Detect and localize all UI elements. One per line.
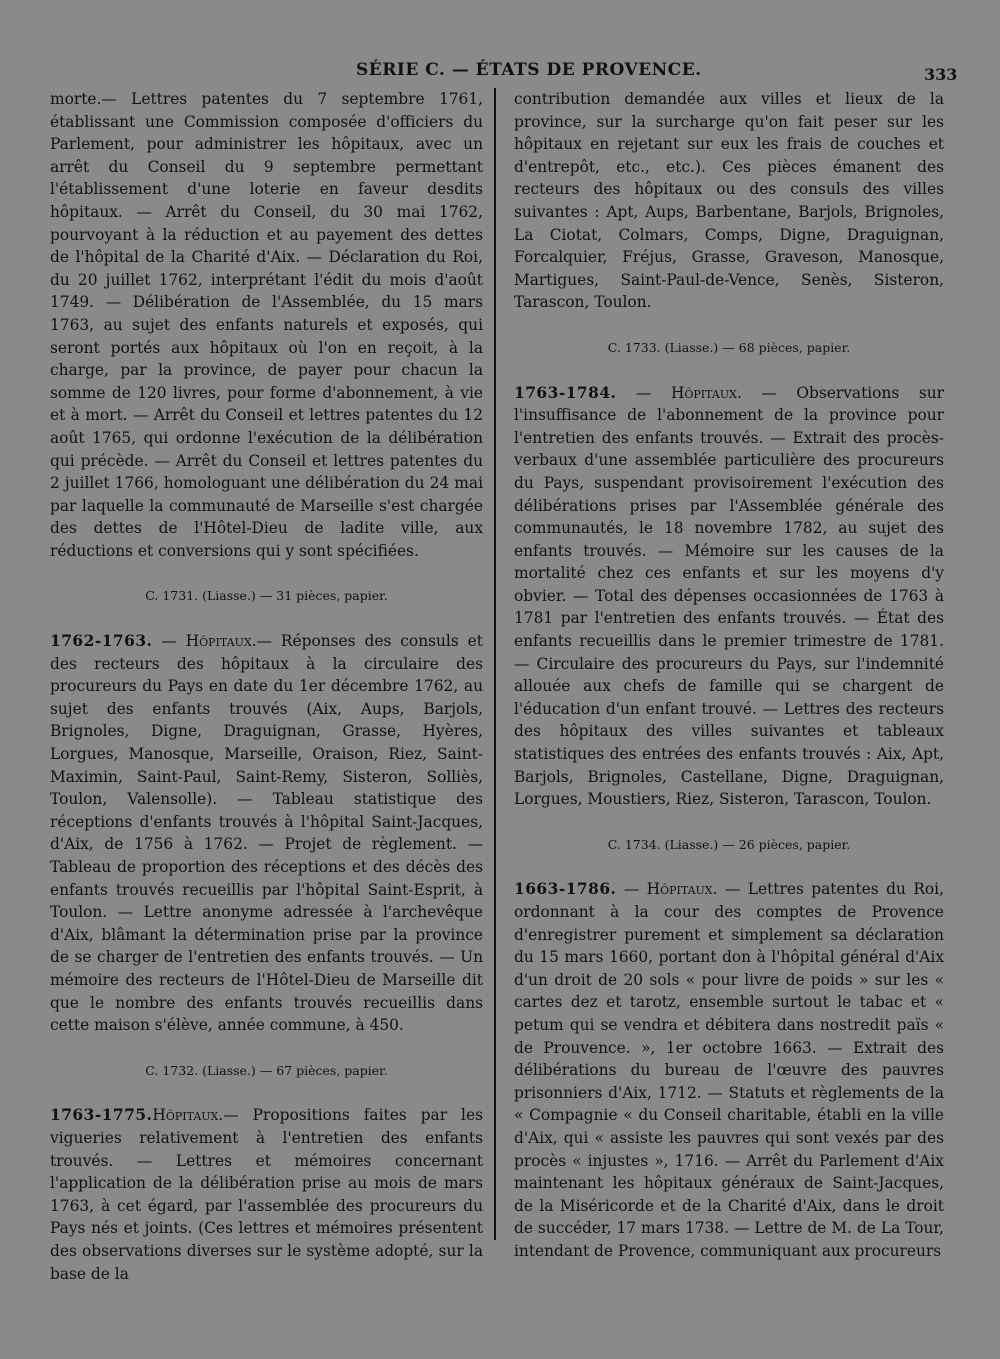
entry: 1762-1763. — Hôpitaux.— Réponses des consuls et des recteurs des hôpitaux à la circulaire des procureurs du Pays en date du 1er décembre 1762, au sujet des enfants trouvés (Aix, Aups, Barjols, Brignoles, Digne, Draguignan, Grasse, Hyères, Lorgues, Manosque, Marseille, Oraison, Riez, Saint-Maximin, Saint-Paul, Saint-Remy, Sisteron, Solliès, Toulon, Valensolle). — Tableau statistique des réceptions d'enfants trouvés à l'hôpital Saint-Jacques, d'Aix, de 1756 à 1762. — Projet de règlement. — Tableau de proportion des réceptions et des décès des enfants trouvés recueillis par l'hôpital Saint-Esprit, à Toulon. — Lettre anonyme adressée à l'archevêque d'Aix, blâmant la détermination prise par la province de se charger de l'entretien des enfants trouvés. — Un mémoire des recteurs de l'Hôtel-Dieu de Marseille dit que le nombre des enfants trouvés recueillis dans cette maison s'élève, année commune, à 450. bbox=[50, 632, 483, 1035]
archive-reference: C. 1731. (Liasse.) — 31 pièces, papier. bbox=[145, 588, 388, 604]
left-column bbox=[50, 88, 483, 1285]
column-divider bbox=[494, 88, 496, 1240]
entry bbox=[50, 1104, 483, 1285]
entry: 1763-1784. — Hôpitaux. — Observations sur l'insuffisance de l'abonnement de la province pour l'entretien des enfants trouvés. — Extrait des procès-verbaux d'une assemblée particulière des procureurs du Pays, suspendant provisoirement l'exécution des délibérations prises par l'Assemblée générale des communautés, le 18 novembre 1782, au sujet des enfants trouvés. — Mémoire sur les causes de la mortalité chez ces enfants et sur les moyens d'y obvier. — Total des dépenses occasionnées de 1763 à 1781 par l'entretien des enfants trouvés. — État des enfants recueillis dans le premier trimestre de 1781. — Circulaire des procureurs du Pays, sur l'indemnité allouée aux chefs de famille qui se chargent de l'éducation d'un enfant trouvé. — Lettres des recteurs des hôpitaux des villes suivantes et tableaux statistiques des entrées des enfants trouvés : Aix, Apt, Barjols, Brignoles, Castellane, Digne, Draguignan, Lorgues, Moustiers, Riez, Sisteron, Tarascon, Toulon. bbox=[514, 383, 944, 809]
entry: 1663-1786. — Hôpitaux. — Lettres patentes du Roi, ordonnant à la cour des comptes de Provence d'enregistrer purement et simplement sa déclaration du 15 mars 1660, portant don à l'hôpital général d'Aix d'un droit de 20 sols « pour livre de poids » sur les « cartes dez et tarotz, ensemble surtout le tabac et « petum qui se vendra et débitera dans nostredit païs « de Prouvence. », 1er octobre 1663. — Extrait des délibérations du bureau de l'œuvre des pauvres prisonniers d'Aix, 1712. — Statuts et règlements de la « Compagnie « du Conseil charitable, établi en la ville d'Aix, qui « assiste les pauvres qui sont vexés par des procès « injustes », 1716. — Arrêt du Parlement d'Aix maintenant les hôpitaux généraux de Saint-Jacques, de la Miséricorde et de la Charité d'Aix, dans le droit de succéder, 17 mars 1738. — Lettre de M. de La Tour, intendant de Provence, communiquant aux procureurs bbox=[514, 880, 944, 1260]
entry-heading: Hôpitaux bbox=[646, 880, 713, 899]
page-number: 333 bbox=[924, 65, 958, 84]
entry-heading: Hôpitaux bbox=[670, 383, 737, 402]
archive-reference: C. 1734. (Liasse.) — 26 pièces, papier. bbox=[607, 836, 851, 852]
running-title: SÉRIE C. — ÉTATS DE PROVENCE. bbox=[356, 60, 702, 80]
right-column bbox=[514, 88, 944, 1263]
entry-date: 1763-1784. bbox=[514, 383, 617, 402]
entry-date: 1763-1775. bbox=[50, 1106, 153, 1125]
entry-text: . — Observations sur l'insuffisance de l'abonnement de la province pour l'entretien des enfants trouvés. — Extrait des procès-verbaux d'une assemblée particulière des procureurs du Pays, suspendant provisoirement l'exécution des délibérations prises par l'Assemblée générale des communautés, le 18 novembre 1782, au sujet des enfants trouvés. — Mémoire sur les causes de la mortalité chez ces enfants et sur les moyens d'y obvier. — Total des dépenses occasionnées de 1763 à 1781 par l'entretien des enfants trouvés. — État des enfants recueillis dans le premier trimestre de 1781. — Circulaire des procureurs du Pays, sur l'indemnité allouée aux chefs de famille qui se chargent de l'éducation d'un enfant trouvé. — Lettres des recteurs des hôpitaux des villes suivantes et tableaux statistiques des entrées des enfants trouvés : Aix, Apt, Barjols, Brignoles, Castellane, Digne, Draguignan, Lorgues, Moustiers, Riez, Sisteron, Tarascon, Toulon. bbox=[514, 383, 944, 809]
page-header bbox=[0, 58, 1000, 84]
entry-text: .— Réponses des consuls et des recteurs des hôpitaux à la circulaire des procureurs du Pays en date du 1er décembre 1762, au sujet des enfants trouvés (Aix, Aups, Barjols, Brignoles, Digne, Draguignan, Grasse, Hyères, Lorgues, Manosque, Marseille, Oraison, Riez, Saint-Maximin, Saint-Paul, Saint-Remy, Sisteron, Solliès, Toulon, Valensolle). — Tableau statistique des réceptions d'enfants trouvés à l'hôpital Saint-Jacques, d'Aix, de 1756 à 1762. — Projet de règlement. — Tableau de proportion des réceptions et des décès des enfants trouvés recueillis par l'hôpital Saint-Esprit, à Toulon. — Lettre anonyme adressée à l'archevêque d'Aix, blâmant la détermination prise par la province de se charger de l'entretien des enfants trouvés. — Un mémoire des recteurs de l'Hôtel-Dieu de Marseille dit que le nombre des enfants trouvés recueillis dans cette maison s'élève, année commune, à 450. bbox=[50, 632, 483, 1035]
entry-heading: Hôpitaux bbox=[152, 1106, 219, 1125]
entry-text: . — Lettres patentes du Roi, ordonnant à la cour des comptes de Provence d'enregistrer purement et simplement sa déclaration du 15 mars 1660, portant don à l'hôpital général d'Aix d'un droit de 20 sols « pour livre de poids » sur les « cartes dez et tarotz, ensemble surtout le tabac et « petum qui se vendra et débitera dans nostredit païs « de Prouvence. », 1er octobre 1663. — Extrait des délibérations du bureau de l'œuvre des pauvres prisonniers d'Aix, 1712. — Statuts et règlements de la « Compagnie « du Conseil charitable, établi en la ville d'Aix, qui « assiste les pauvres qui sont vexés par des procès « injustes », 1716. — Arrêt du Parlement d'Aix maintenant les hôpitaux généraux de Saint-Jacques, de la Miséricorde et de la Charité d'Aix, dans le droit de succéder, 17 mars 1738. — Lettre de M. de La Tour, intendant de Provence, communiquant aux procureurs bbox=[514, 880, 944, 1260]
entry-heading: Hôpitaux bbox=[185, 632, 252, 651]
archive-reference: C. 1732. (Liasse.) — 67 pièces, papier. bbox=[145, 1062, 388, 1078]
archive-reference: C. 1733. (Liasse.) — 68 pièces, papier. bbox=[607, 339, 851, 355]
entry-continuation: morte.— Lettres patentes du 7 septembre 1761, établissant une Commission composée d'officiers du Parlement, pour administrer les hôpitaux, avec un arrêt du Conseil du 9 septembre permettant l'établissement d'une loterie en faveur desdits hôpitaux. — Arrêt du Conseil, du 30 mai 1762, pourvoyant à la réduction et au payement des dettes de l'hôpital de la Charité d'Aix. — Déclaration du Roi, du 20 juillet 1762, interprétant l'édit du mois d'août 1749. — Délibération de l'Assemblée, du 15 mars 1763, au sujet des enfants naturels et exposés, qui seront portés aux hôpitaux où l'on en reçoit, à la charge, par la province, de payer pour chacun la somme de 120 livres, pour forme d'abonnement, à vie et à mort. — Arrêt du Conseil et lettres patentes du 12 août 1765, qui ordonne l'exécution de la délibération qui précède. — Arrêt du Conseil et lettres patentes du 2 juillet 1766, homologuant une délibération du 24 mai par laquelle la communauté de Marseille s'est chargée des dettes de l'Hôtel-Dieu de ladite ville, aux réductions et conversions qui y sont spécifiées. bbox=[50, 90, 483, 560]
entry-date: 1663-1786. bbox=[514, 880, 617, 899]
entry-continuation: contribution demandée aux villes et lieux de la province, sur la surcharge qu'on fait peser sur les hôpitaux en rejetant sur eux les frais de couches et d'entrepôt, etc., etc.). Ces pièces émanent des recteurs des hôpitaux ou des consuls des villes suivantes : Apt, Aups, Barbentane, Barjols, Brignoles, La Ciotat, Colmars, Comps, Digne, Draguignan, Forcalquier, Fréjus, Grasse, Graveson, Manosque, Martigues, Saint-Paul-de-Vence, Senès, Sisteron, Tarascon, Toulon. bbox=[514, 90, 944, 312]
entry-text: .— Propositions faites par les vigueries relativement à l'entretien des enfants trouvés. — Lettres et mémoires concernant l'application de la délibération prise au mois de mars 1763, à cet égard, par l'assemblée des procureurs du Pays nés et joints. (Ces lettres et mémoires présentent des observations diverses sur le système adopté, sur la base de la bbox=[50, 1106, 483, 1283]
entry-date: 1762-1763. bbox=[50, 632, 153, 651]
